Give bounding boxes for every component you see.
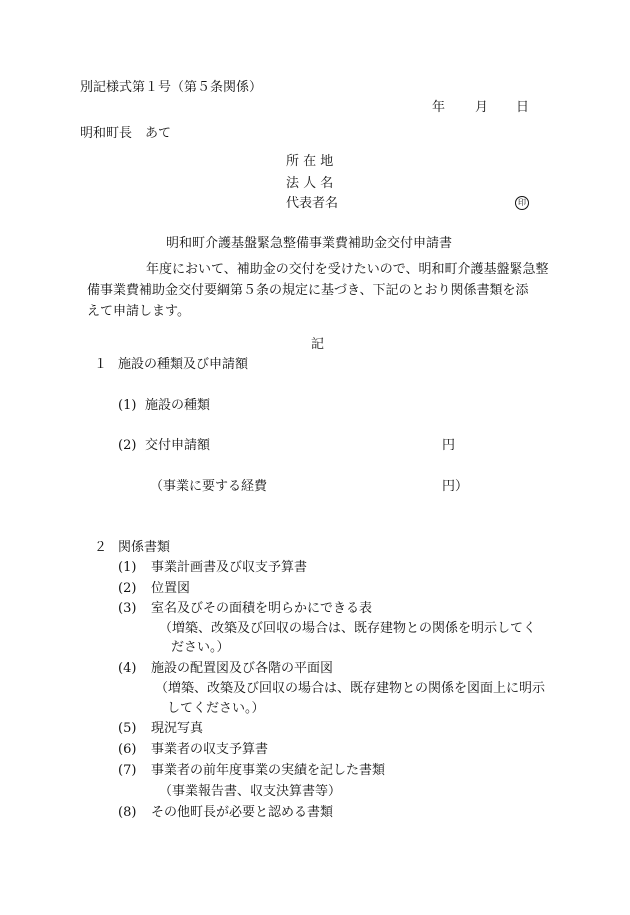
addressee: 明和町長 あて [80,126,172,141]
body-line: 年度において、補助金の交付を受けたいので、明和町介護基盤緊急整 [107,262,549,277]
doc-item-label: 事業計画書及び収支予算書 [151,560,308,575]
doc-item-label: その他町長が必要と認める書類 [151,805,334,820]
section2-title: 関係書類 [118,540,171,555]
doc-item-note: （増築、改築及び回収の場合は、既存建物との関係を明示してく [159,621,537,636]
doc-item-number: (4) [118,661,137,676]
body-line: えて申請します。 [87,304,190,319]
section2-number: ２ [94,540,108,555]
doc-item-label: 室名及びその面積を明らかにできる表 [151,601,373,616]
seal-mark: 印 [515,196,529,210]
doc-item-note: （増築、改築及び回収の場合は、既存建物との関係を図面上に明示 [155,681,546,696]
grant-amount-number: (2) [118,438,137,453]
doc-item-label: 施設の配置図及び各階の平面図 [151,661,334,676]
doc-item-number: (8) [118,805,137,820]
doc-item-label: 位置図 [151,581,191,596]
grant-amount-label: 交付申請額 [145,438,211,453]
doc-item-number: (5) [118,721,137,736]
section1-title: 施設の種類及び申請額 [118,357,249,372]
doc-item-number: (6) [118,742,137,757]
doc-item-label: 事業者の前年度事業の実績を記した書類 [151,763,386,778]
grant-amount-unit: 円 [442,438,456,453]
body-line: 備事業費補助金交付要綱第５条の規定に基づき、下記のとおり関係書類を添 [87,283,529,298]
doc-item-number: (1) [118,560,137,575]
facility-type-number: (1) [118,398,137,413]
form-header: 別記様式第１号（第５条関係） [80,80,263,95]
ki-mark: 記 [311,337,325,352]
doc-item-note: ださい。） [171,640,230,655]
date-day-label: 日 [516,100,530,115]
location-label: 所 在 地 [286,154,334,169]
doc-item-number: (3) [118,601,137,616]
date-year-label: 年 [432,100,446,115]
representative-label: 代表者名 [286,196,339,211]
document-title: 明和町介護基盤緊急整備事業費補助金交付申請書 [166,236,453,251]
project-expense-unit: 円） [442,479,469,494]
facility-type-label: 施設の種類 [145,398,211,413]
doc-item-number: (2) [118,581,137,596]
doc-item-note: （事業報告書、収支決算書等） [159,784,342,799]
doc-item-label: 事業者の収支予算書 [151,742,269,757]
date-month-label: 月 [475,100,489,115]
section1-number: １ [94,357,108,372]
doc-item-number: (7) [118,763,137,778]
doc-item-note: してください。） [167,701,265,716]
doc-item-label: 現況写真 [151,721,204,736]
project-expense-label: （事業に要する経費 [150,479,268,494]
application-body [87,259,562,322]
corporation-name-label: 法 人 名 [286,176,334,191]
